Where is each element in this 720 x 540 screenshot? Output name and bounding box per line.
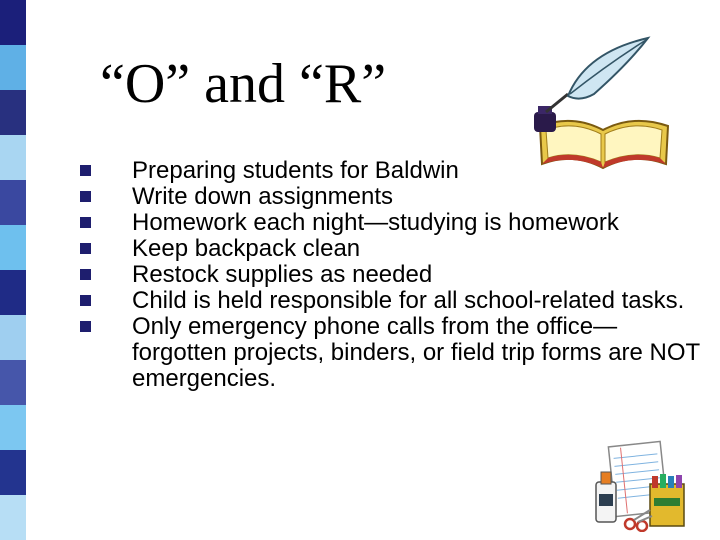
bullet-text: Preparing students for Baldwin: [132, 157, 459, 184]
bullet-text: Write down assignments: [132, 183, 393, 210]
stripe-segment: [0, 90, 26, 135]
bullet-text: Restock supplies as needed: [132, 261, 433, 288]
bullet-item: [80, 262, 700, 288]
bullet-square-icon: [80, 191, 91, 202]
stripe-segment: [0, 405, 26, 450]
stripe-segment: [0, 45, 26, 90]
bullet-text: Only emergency phone calls from the office—forgotten projects, binders, or field trip forms are NOT emergencies.: [132, 313, 700, 392]
stripe-segment: [0, 180, 26, 225]
bullet-text: Child is held responsible for all school-related tasks.: [132, 287, 685, 314]
stripe-segment: [0, 495, 26, 540]
stripe-segment: [0, 450, 26, 495]
decorative-side-stripe: [0, 0, 26, 540]
bullet-square-icon: [80, 269, 91, 280]
stripe-segment: [0, 0, 26, 45]
bullet-list: [80, 158, 700, 392]
school-supplies-icon: [590, 440, 700, 532]
stripe-segment: [0, 270, 26, 315]
bullet-item: [80, 236, 700, 262]
bullet-square-icon: [80, 321, 91, 332]
bullet-square-icon: [80, 295, 91, 306]
stripe-segment: [0, 135, 26, 180]
bullet-square-icon: [80, 165, 91, 176]
bullet-item: [80, 184, 700, 210]
slide-title: “O” and “R”: [100, 53, 387, 115]
bullet-item: [80, 210, 700, 236]
bullet-square-icon: [80, 217, 91, 228]
quill-and-book-icon: [528, 34, 678, 174]
stripe-segment: [0, 225, 26, 270]
bullet-text: Keep backpack clean: [132, 235, 361, 262]
bullet-text: Homework each night—studying is homework: [132, 209, 619, 236]
bullet-square-icon: [80, 243, 91, 254]
stripe-segment: [0, 315, 26, 360]
bullet-item: [80, 288, 700, 314]
bullet-item: [80, 314, 700, 392]
stripe-segment: [0, 360, 26, 405]
